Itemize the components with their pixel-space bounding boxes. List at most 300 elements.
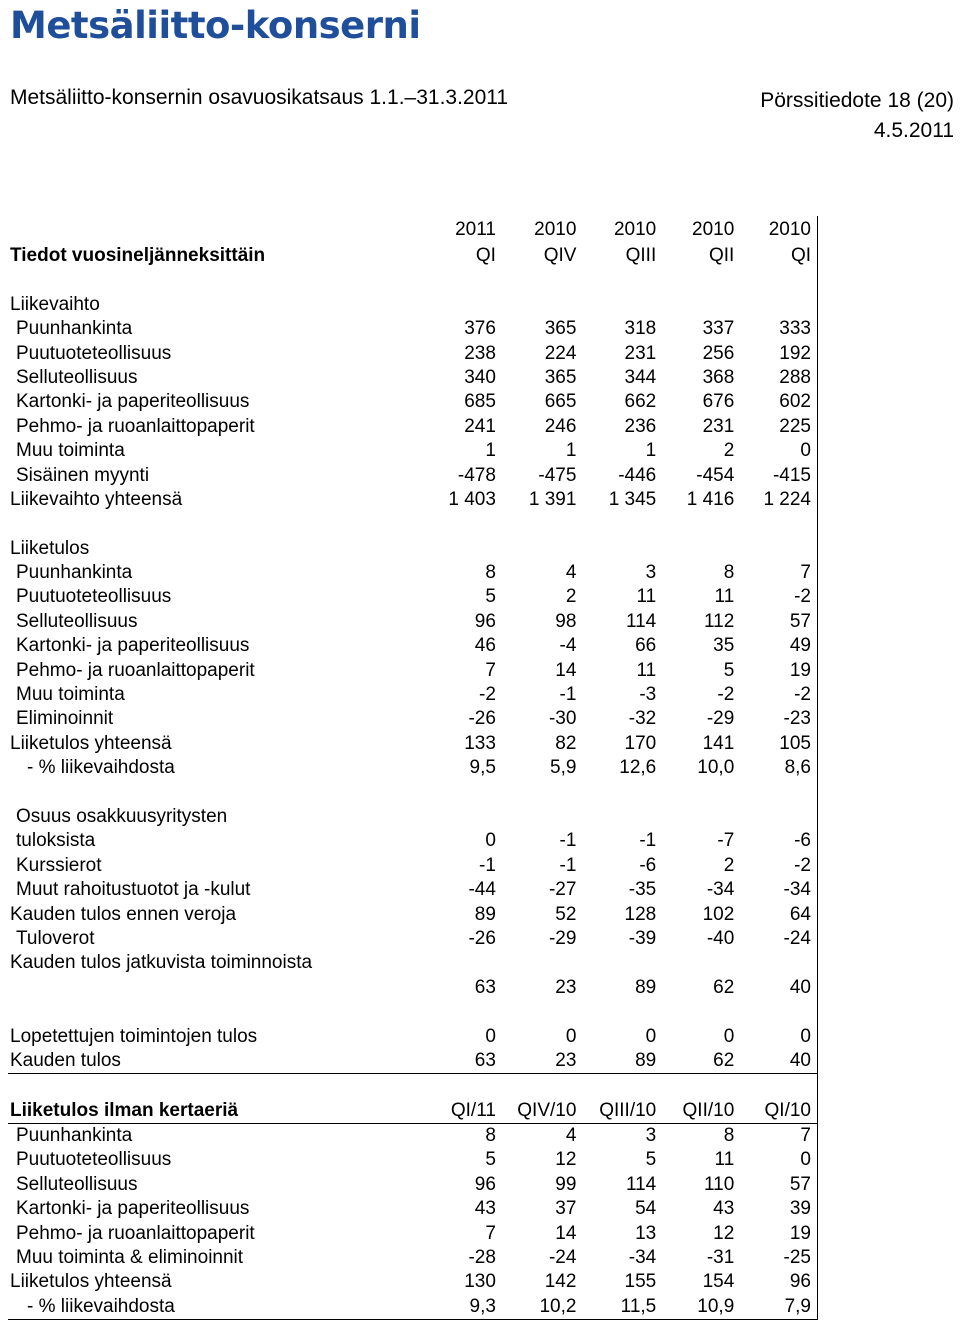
cell-value: 39 [734,1197,817,1221]
cell-value: 8 [723,562,735,584]
row-label: Sisäinen myynti [16,464,150,486]
cell-value: 11 [636,586,657,608]
total-row [8,731,818,755]
cell-value: 225 [734,414,817,438]
cell-value: -1 [559,684,577,706]
cell-value: -29 [548,927,577,949]
row-label: Kauden tulos jatkuvista toiminnoista [10,952,313,974]
cell-value: 0 [723,1025,735,1047]
cell-value: 662 [624,391,657,413]
cell-value [419,780,496,804]
table-row [8,683,818,707]
cell-value: 1 391 [528,488,577,510]
cell-value: 368 [702,366,735,388]
cell-value [656,780,734,804]
cell-value [419,951,496,975]
cell-value: 2010 [613,219,657,240]
cell-value: 11,5 [576,1294,656,1319]
cell-value: 7 [734,561,817,585]
cell-value: 5 [485,1149,496,1171]
row-label: Puunhankinta [16,562,133,584]
cell-value: 141 [702,732,735,754]
cell-value [496,805,577,829]
cell-value: -34 [734,878,817,902]
cell-value: 23 [555,976,577,998]
cell-value: 0 [565,1025,577,1047]
cell-value: -28 [468,1247,496,1269]
cell-value: -34 [628,1247,657,1269]
table-row [8,317,818,341]
row-label [8,216,419,242]
cell-value [419,536,496,560]
table-row [8,707,818,731]
row-label: Tuloverot [16,927,95,949]
cell-value: 0 [734,1148,817,1172]
table-row [8,975,818,999]
cell-value [496,512,577,536]
pct-row [8,756,818,780]
cell-value: 46 [474,635,496,657]
cell-value [576,292,656,316]
cell-value: 11 [636,659,657,681]
cell-value: -25 [734,1246,817,1270]
row-label: Puutuoteteollisuus [16,342,172,364]
cell-value [496,1073,577,1098]
cell-value [656,951,734,975]
cell-value: -475 [538,464,577,486]
cell-value [734,292,817,316]
cell-value [656,512,734,536]
cell-value: 8 [723,1125,735,1147]
cell-value [576,1000,656,1024]
spacer-row [8,512,818,536]
cell-value [656,268,734,292]
cell-value: -478 [457,464,496,486]
cell-value [419,512,496,536]
cell-value: 344 [624,366,657,388]
cell-value: -40 [706,927,735,949]
cell-value: 8 [485,562,496,584]
cell-value: -1 [479,854,496,876]
cell-value: 96 [734,1270,817,1294]
cell-value [496,951,577,975]
total-row [8,1270,818,1294]
cell-value: 256 [702,342,735,364]
table-row [8,341,818,365]
section-label-row [8,805,818,829]
cell-value: 14 [555,659,577,681]
row-label: Pehmo- ja ruoanlaittopaperit [16,415,255,437]
table-row [8,829,818,853]
cell-value: -39 [628,927,657,949]
cell-value: 3 [645,562,657,584]
cell-value: -30 [548,708,577,730]
cell-value: 7,9 [734,1294,817,1319]
cell-value: 376 [464,318,496,340]
cell-value: 112 [703,610,735,632]
cell-value: 10,9 [656,1294,734,1319]
cell-value: 4 [565,1125,577,1147]
cell-value: 3 [645,1125,657,1147]
cell-value: 66 [635,635,657,657]
cell-value [419,1000,496,1024]
cell-value: 57 [734,609,817,633]
cell-value: 8,6 [734,756,817,780]
cell-value: 128 [624,903,657,925]
row-label [8,512,419,536]
total-row [8,488,818,512]
report-title: Metsäliitto-konsernin osavuosikatsaus 1.1.–31.3.2011 [10,86,509,109]
cell-value [419,805,496,829]
cell-value: 2010 [692,219,735,240]
cell-value: 5 [485,586,496,608]
cell-value: 49 [734,634,817,658]
section-label-row [8,536,818,560]
cell-value: 82 [555,732,577,754]
cell-value: 170 [624,732,657,754]
cell-value: 1 [645,440,657,462]
cell-value: 5 [723,659,735,681]
cell-value: 64 [734,902,817,926]
row-label: Muu toiminta & eliminoinnit [16,1247,244,1269]
table-row [8,414,818,438]
cell-value: 5 [645,1149,657,1171]
cell-value: 2010 [734,216,817,242]
cell-value: 365 [544,366,577,388]
cell-value: 19 [734,1221,817,1245]
cell-value: 133 [464,732,496,754]
spacer-row [8,268,818,292]
cell-value [656,292,734,316]
row-label: Liikevaihto [10,293,100,315]
table-row [8,853,818,877]
cell-value [496,536,577,560]
cell-value: -1 [559,854,577,876]
cell-value [496,780,577,804]
row-label: Puutuoteteollisuus [16,586,172,608]
cell-value [734,1000,817,1024]
cell-value [656,536,734,560]
cell-value: 43 [474,1198,496,1220]
cell-value: -29 [706,708,735,730]
cell-value: 665 [544,391,577,413]
row-label: Kartonki- ja paperiteollisuus [16,391,250,413]
press-release-info [760,86,954,146]
cell-value: 5,9 [550,757,577,779]
cell-value: 14 [555,1222,577,1244]
spacer-row [8,780,818,804]
total-row [8,1049,818,1074]
pct-row [8,1294,818,1319]
cell-value: 40 [734,1049,817,1074]
row-label: Selluteollisuus [16,1173,138,1195]
table-row [8,390,818,414]
cell-value: 12,6 [619,757,657,779]
cell-value: -3 [639,684,657,706]
cell-value: -35 [628,879,657,901]
cell-value: -2 [717,684,735,706]
cell-value [496,292,577,316]
cell-value: -34 [706,879,735,901]
table-row [8,439,818,463]
cell-value [734,1073,817,1098]
cell-value: 1 416 [686,488,735,510]
row-label: Muu toiminta [16,684,125,706]
cell-value [576,268,656,292]
row-label: Eliminoinnit [16,708,114,730]
company-logo: Metsäliitto-konserni [10,4,421,47]
cell-value: 23 [496,1049,577,1074]
cell-value [496,1000,577,1024]
cell-value: 37 [555,1198,577,1220]
cell-value: 130 [464,1271,496,1293]
cell-value: 685 [464,391,496,413]
row-label: tuloksista [16,830,96,852]
table-row [8,609,818,633]
cell-value: 99 [555,1173,577,1195]
row-label: Osuus osakkuusyritysten [16,805,228,827]
row-label [8,975,419,999]
cell-value: 13 [635,1222,657,1244]
cell-value [734,780,817,804]
cell-value: 8 [485,1125,496,1147]
table-row [8,1172,818,1196]
cell-value: 62 [656,1049,734,1074]
cell-value: 0 [485,1025,496,1047]
cell-value: -26 [468,708,496,730]
row-label: Kartonki- ja paperiteollisuus [16,1198,250,1220]
cell-value: QIII [625,245,657,266]
cell-value [496,268,577,292]
cell-value: 89 [576,1049,656,1074]
press-release-number: Pörssitiedote 18 (20) [760,89,954,112]
cell-value: 241 [464,415,496,437]
cell-value: QI [734,242,817,268]
cell-value [734,512,817,536]
cell-value: -23 [734,707,817,731]
cell-value: 63 [474,976,496,998]
cell-value: -26 [468,927,496,949]
cell-value: -446 [618,464,657,486]
cell-value: -415 [734,463,817,487]
row-label: Pehmo- ja ruoanlaittopaperit [16,1222,255,1244]
quarterly-table [8,216,818,1320]
cell-value: 333 [734,317,817,341]
cell-value: 2 [565,586,577,608]
row-label: Puunhankinta [16,318,133,340]
cell-value: 676 [702,391,735,413]
row-label: Kartonki- ja paperiteollisuus [16,635,250,657]
cell-value: QII/10 [656,1098,734,1123]
cell-value: QIV/10 [496,1098,577,1123]
row-label: Selluteollisuus [16,366,138,388]
cell-value: 43 [713,1198,735,1220]
cell-value: -7 [717,830,735,852]
cell-value: 0 [734,439,817,463]
row-label: Muut rahoitustuotot ja -kulut [16,879,251,901]
cell-value: 89 [474,903,496,925]
cell-value: 57 [734,1172,817,1196]
cell-value: 2 [723,854,735,876]
cell-value: 154 [702,1271,735,1293]
header-years-row [8,216,818,242]
cell-value: 110 [703,1173,735,1195]
cell-value [734,536,817,560]
table-row [8,927,818,951]
table-row [8,878,818,902]
cell-value [576,512,656,536]
cell-value: 1 224 [734,488,817,512]
table-row [8,634,818,658]
cell-value: 96 [474,1173,496,1195]
cell-value: 11 [714,1149,735,1171]
cell-value [656,1073,734,1098]
cell-value: 114 [625,1173,657,1195]
cell-value: -44 [468,879,496,901]
table-row [8,585,818,609]
table-row [8,902,818,926]
cell-value: 4 [565,562,577,584]
cell-value: 0 [485,830,496,852]
cell-value: 102 [702,903,735,925]
row-label: Tiedot vuosineljänneksittäin [10,245,266,266]
cell-value: -24 [734,927,817,951]
cell-value: 10,2 [496,1294,577,1319]
row-label [8,1000,419,1024]
row-label: - % liikevaihdosta [8,1294,419,1319]
table-row [8,1221,818,1245]
cell-value: 9,3 [419,1294,496,1319]
press-release-date: 4.5.2011 [873,119,954,142]
row-label: - % liikevaihdosta [27,757,175,779]
row-label: Liiketulos yhteensä [10,732,172,754]
cell-value: 288 [734,366,817,390]
cell-value: 12 [555,1149,577,1171]
section-label-row [8,292,818,316]
row-label: Pehmo- ja ruoanlaittopaperit [16,659,255,681]
header-row [8,1098,818,1123]
cell-value: 9,5 [469,757,496,779]
cell-value: 10,0 [697,757,735,779]
table-row [8,366,818,390]
cell-value [576,1073,656,1098]
cell-value: 231 [624,342,657,364]
cell-value: 0 [734,1024,817,1048]
cell-value: 2 [723,440,735,462]
cell-value: -1 [559,830,577,852]
cell-value: -2 [734,683,817,707]
cell-value: 7 [485,1222,496,1244]
cell-value: 365 [544,318,577,340]
row-label: Liiketulos [10,537,90,559]
cell-value: 89 [635,976,657,998]
cell-value: 35 [713,635,735,657]
cell-value: 602 [734,390,817,414]
cell-value [419,292,496,316]
cell-value: 0 [645,1025,657,1047]
cell-value: -2 [734,853,817,877]
cell-value: 142 [544,1271,577,1293]
row-label: Lopetettujen toimintojen tulos [10,1025,258,1047]
cell-value: 62 [713,976,735,998]
cell-value: 7 [734,1123,817,1148]
cell-value: 19 [734,658,817,682]
row-label: Puunhankinta [16,1125,133,1147]
cell-value [734,951,817,975]
cell-value: 236 [624,415,657,437]
cell-value: 11 [714,586,735,608]
cell-value: 52 [555,903,577,925]
cell-value [734,268,817,292]
row-label: Muu toiminta [16,440,125,462]
row-label [8,1073,419,1098]
cell-value: 1 345 [608,488,657,510]
cell-value: 98 [555,610,577,632]
cell-value [656,805,734,829]
cell-value: 155 [624,1271,657,1293]
cell-value [419,268,496,292]
table-row [8,1197,818,1221]
row-label: Puutuoteteollisuus [16,1149,172,1171]
cell-value: -32 [628,708,657,730]
cell-value: 1 [565,440,577,462]
cell-value: 1 403 [448,488,496,510]
table-row [8,1024,818,1048]
cell-value: 114 [625,610,657,632]
cell-value: 2011 [455,219,496,240]
row-label: Liiketulos ilman kertaeriä [8,1098,419,1123]
cell-value: -2 [479,684,496,706]
row-label: Selluteollisuus [16,610,138,632]
cell-value: 96 [474,610,496,632]
row-label: Kauden tulos [8,1049,419,1074]
cell-value: -24 [548,1247,577,1269]
row-label: Liikevaihto yhteensä [10,488,183,510]
cell-value [576,780,656,804]
row-label: Kauden tulos ennen veroja [10,903,237,925]
header-quarters-row [8,242,818,268]
cell-value: QIII/10 [576,1098,656,1123]
cell-value: 54 [635,1198,657,1220]
cell-value: -1 [639,830,657,852]
table-row [8,561,818,585]
cell-value: 63 [419,1049,496,1074]
cell-value: QI [475,245,496,266]
cell-value: -4 [559,635,577,657]
table-row [8,1123,818,1148]
cell-value: -454 [696,464,735,486]
cell-value: -6 [734,829,817,853]
row-label [8,268,419,292]
cell-value [419,1073,496,1098]
cell-value: 224 [544,342,577,364]
cell-value: -31 [706,1247,735,1269]
section-label-row [8,951,818,975]
cell-value: 2010 [534,219,577,240]
cell-value: -6 [639,854,657,876]
row-label: Kurssierot [16,854,102,876]
cell-value: 12 [713,1222,735,1244]
cell-value: QI/11 [419,1098,496,1123]
cell-value: 7 [485,659,496,681]
cell-value: 231 [702,415,735,437]
cell-value: -27 [548,879,577,901]
row-label: Liiketulos yhteensä [10,1271,172,1293]
cell-value [576,536,656,560]
cell-value [734,805,817,829]
row-label [8,780,419,804]
cell-value: QI/10 [734,1098,817,1123]
